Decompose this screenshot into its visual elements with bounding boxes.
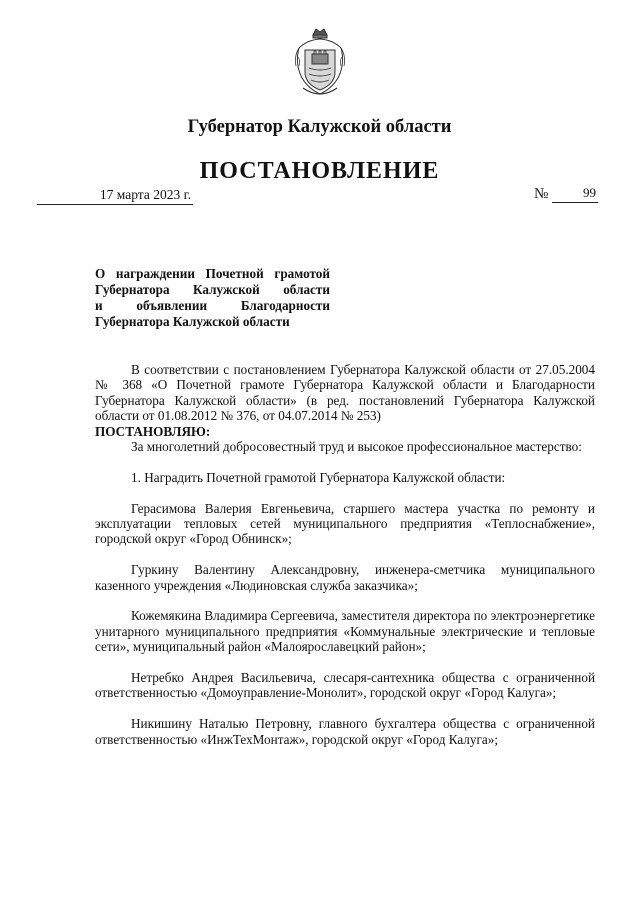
section-title: 1. Наградить Почетной грамотой Губернатора Калужской области: — [131, 469, 506, 485]
subject-line: и объявлении Благодарности — [95, 298, 330, 313]
awardee-paragraph: Нетребко Андрея Васильевича, слесаря-сантехника общества с ограниченной ответственностью «Домоуправление-Монолит», городской округ «Город Калуга»; — [95, 670, 595, 701]
issuing-authority: Губернатор Калужской области — [187, 117, 452, 137]
date-field — [37, 186, 193, 205]
document-number: 99 — [583, 185, 596, 200]
decree-word: ПОСТАНОВЛЯЮ: — [95, 423, 211, 439]
document-subject — [95, 266, 330, 330]
awardee-paragraph: Никишину Наталью Петровну, главного бухгалтера общества с ограниченной ответственностью «ИнжТехМонтаж», городской округ «Город Калуга»; — [95, 716, 595, 747]
awardee-paragraph: Кожемякина Владимира Сергеевича, заместителя директора по электроэнергетике унитарного муниципального предприятия «Коммунальные электрические и тепловые сети», муниципальный район «Малоярославецкий район»; — [95, 608, 595, 655]
preamble-paragraph: В соответствии с постановлением Губернатора Калужской области от 27.05.2004 № 368 «О Почетной грамоте Губернатора Калужской области и Благодарности Губернатора Калужской области» (в ред. постановлений Губернатора Калужской области от 01.08.2012 № 376, от 04.07.2014 № 253) — [95, 362, 595, 424]
document-type: ПОСТАНОВЛЕНИЕ — [199, 158, 440, 184]
subject-line: Губернатора Калужской области — [95, 314, 290, 329]
reason-paragraph: За многолетний добросовестный труд и высокое профессиональное мастерство: — [131, 439, 582, 455]
document-body — [95, 362, 595, 747]
kaluga-region-coat-of-arms-icon — [293, 26, 347, 100]
document-date: 17 марта 2023 г. — [99, 187, 191, 202]
subject-line: О награждении Почетной грамотой — [95, 266, 330, 281]
subject-line: Губернатора Калужской области — [95, 282, 330, 297]
number-field — [552, 184, 598, 203]
awardee-paragraph: Герасимова Валерия Евгеньевича, старшего мастера участка по ремонту и эксплуатации тепловых сетей муниципального предприятия «Теплоснабжение», городской округ «Город Обнинск»; — [95, 500, 595, 547]
awardee-paragraph: Гуркину Валентину Александровну, инженера-сметчика муниципального казенного учреждения «Людиновская служба заказчика»; — [95, 562, 595, 593]
number-label: № — [534, 186, 549, 202]
